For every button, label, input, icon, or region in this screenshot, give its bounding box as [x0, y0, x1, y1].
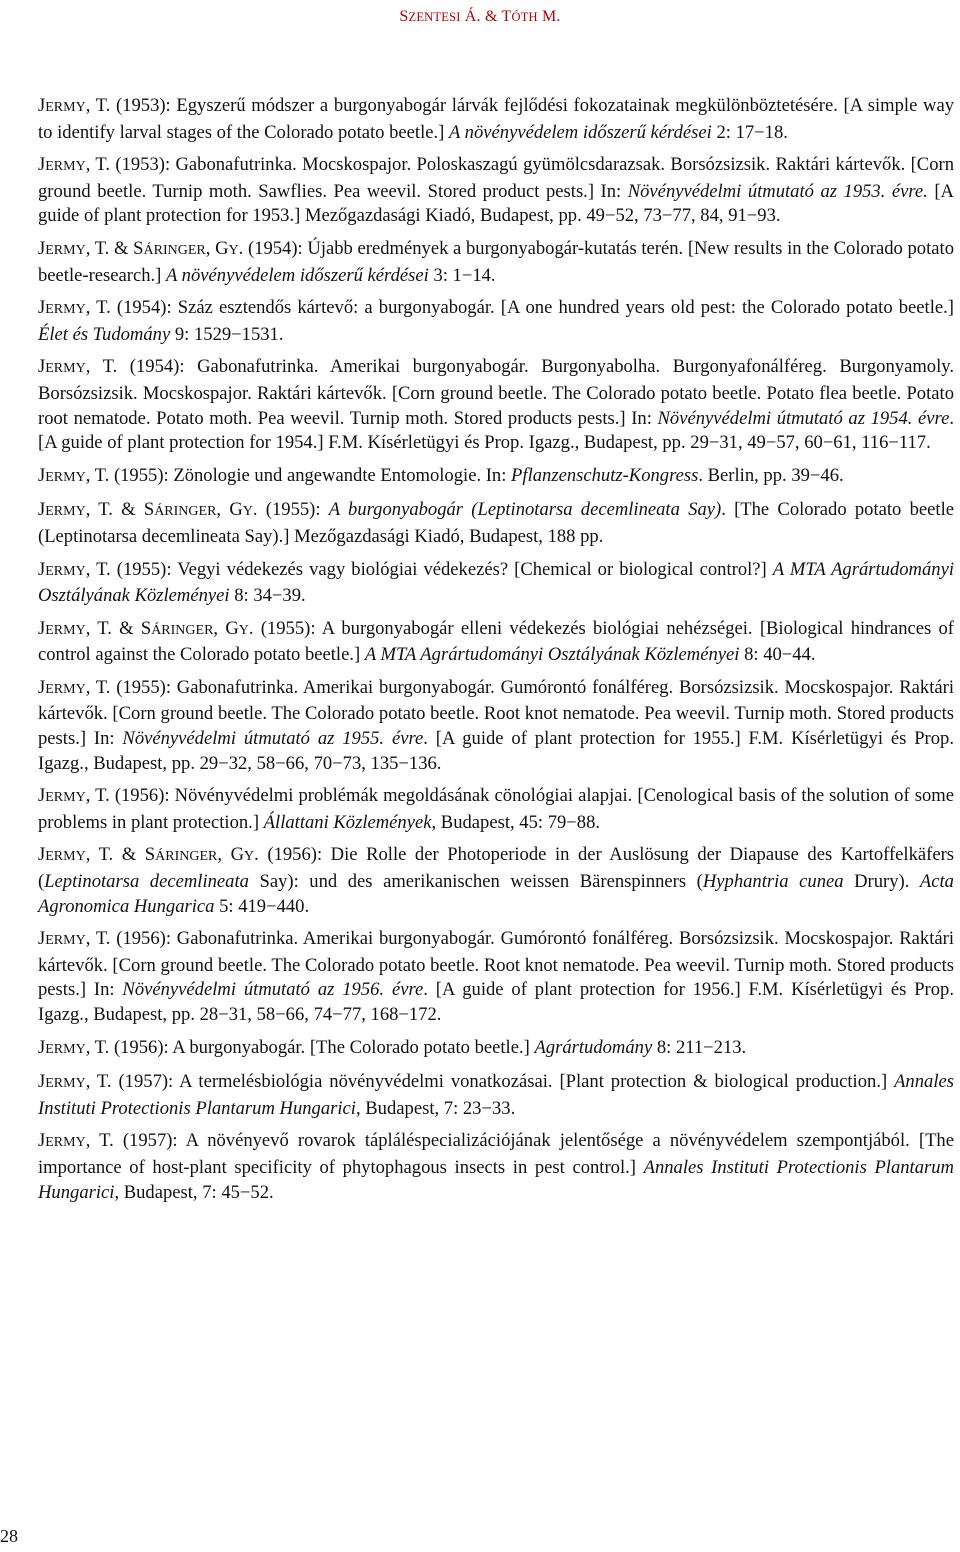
reference-author	[38, 1071, 112, 1092]
reference-text: (1957): A növényevő rovarok tápláléspecializációjának jelentősége a növényvédelem szempontjából. [The importance of host-plant specificity of phytophagous insects in pest control.]	[38, 1130, 954, 1178]
reference-text: (1955):	[257, 499, 329, 521]
page-number-text: 28	[0, 1526, 18, 1546]
small-caps-run: J	[38, 1036, 46, 1058]
reference-text: 9: 1529−1531.	[170, 323, 284, 345]
reference-author	[38, 844, 259, 865]
reference-entry	[38, 498, 954, 549]
small-caps-run: ERMY	[45, 1076, 86, 1092]
reference-text: (1956): A burgonyabogár. [The Colorado potato beetle.]	[109, 1036, 535, 1058]
small-caps-run: , T.	[85, 1071, 112, 1093]
small-caps-run: J	[38, 356, 46, 378]
small-caps-run: , T. & S	[85, 499, 155, 521]
reference-entry	[38, 355, 954, 455]
small-caps-run: ERMY	[45, 242, 86, 258]
small-caps-run: J	[38, 237, 46, 259]
reference-source-italic: Annales Instituti Protectionis Plantarum Hungarici	[38, 1156, 954, 1203]
small-caps-run: ERMY	[45, 622, 86, 638]
small-caps-run: ERMY	[45, 933, 86, 949]
reference-author	[38, 356, 117, 377]
small-caps-run: J	[38, 844, 46, 866]
small-caps-run: , T.	[85, 464, 110, 486]
reference-text: . [A guide of plant protection for 1956.] F.M. Kísérletügyi és Prop. Igazg., Budapest, pp. 28−31, 58−66, 74−77, 168−172.	[38, 979, 954, 1025]
reference-author	[38, 297, 111, 318]
small-caps-run: J	[38, 464, 46, 486]
reference-text: (1955): Zönologie und angewandte Entomologie. In:	[109, 464, 512, 486]
reference-entry	[38, 153, 954, 229]
small-caps-run: J	[38, 617, 46, 639]
reference-entry	[38, 927, 954, 1027]
small-caps-run: , G	[213, 617, 239, 639]
reference-author	[38, 238, 243, 259]
small-caps-run: , T.	[85, 558, 111, 580]
reference-text: , Budapest, 45: 79−88.	[431, 811, 601, 833]
reference-text: (1956): Gabonafutrinka. Amerikai burgonyabogár. Gumórontó fonálféreg. Borsózsizsik. Mocskospajor. Raktári kártevők. [Corn ground beetle. The Colorado potato beetle. Root knot nematode. Pea weevil. Turnip moth. Stored products pests.] In:	[38, 928, 954, 1001]
reference-text: 8: 40−44.	[739, 644, 816, 666]
reference-source-italic: A MTA Agrártudományi Osztályának Közleményei	[38, 558, 954, 607]
small-caps-run: J	[38, 1071, 46, 1093]
small-caps-run: , T.	[85, 1036, 110, 1058]
reference-source-italic: Növényvédelmi útmutató az 1954. évre	[657, 407, 950, 429]
reference-text: , Budapest, 7: 45−52.	[114, 1181, 274, 1203]
reference-text: (1955): A burgonyabogár elleni védekezés biológiai nehézségei. [Biological hindrances of control against the Colorado potato beetle.]	[38, 617, 954, 666]
small-caps-run: ÓTH	[511, 10, 538, 24]
small-caps-run: ERMY	[45, 849, 86, 865]
reference-text: (1954): Újabb eredmények a burgonyabogár-kutatás terén. [New results in the Colorado potato beetle-research.]	[38, 237, 954, 286]
small-caps-run: , G	[216, 499, 243, 521]
reference-text: . [A guide of plant protection for 1954.] F.M. Kísérletügyi és Prop. Igazg., Budapest, pp. 29−31, 49−57, 60−61, 116−117.	[38, 407, 955, 454]
reference-text: (1953): Gabonafutrinka. Mocskospajor. Poloskaszagú gyümölcsdarazsak. Borsózsizsik. Raktári kártevők. [Corn ground beetle. Turnip moth. Sawflies. Pea weevil. Stored product pests.] In:	[38, 154, 954, 202]
reference-author	[38, 559, 111, 580]
small-caps-run: ÁRINGER	[155, 849, 218, 865]
reference-source-italic: Állattani Közlemények	[263, 811, 432, 833]
small-caps-run: , G	[217, 844, 245, 866]
small-caps-run: J	[38, 558, 46, 580]
reference-author	[38, 499, 258, 520]
small-caps-run: J	[38, 1130, 46, 1152]
small-caps-run: Á. & T	[460, 8, 512, 25]
small-caps-run: J	[38, 499, 46, 521]
reference-text: , Budapest, 7: 23−33.	[355, 1097, 516, 1119]
reference-source-italic: Acta Agronomica Hungarica	[38, 871, 954, 917]
reference-entry	[38, 676, 954, 776]
reference-source-italic: Élet és Tudomány	[38, 323, 171, 345]
small-caps-run: ZENTESI	[408, 10, 461, 24]
reference-source-italic: Pflanzenschutz-Kongress	[511, 464, 699, 486]
small-caps-run: S	[399, 8, 409, 25]
small-caps-run: ÁRINGER	[151, 622, 214, 638]
reference-entry	[38, 94, 954, 145]
small-caps-run: J	[38, 676, 46, 698]
small-caps-run: , T. & S	[85, 617, 152, 639]
reference-text: (1955): Gabonafutrinka. Amerikai burgonyabogár. Gumórontó fonálféreg. Borsózsizsik. Mocskospajor. Raktári kártevők. [Corn ground beetle. The Colorado potato beetle. Root knot nematode. Pea weevil. Turnip moth. Stored products pests.] In:	[38, 676, 954, 750]
small-caps-run: , G	[205, 237, 229, 259]
reference-entry	[38, 617, 954, 668]
reference-author	[38, 154, 110, 175]
reference-text: (1954): Gabonafutrinka. Amerikai burgonyabogár. Burgonyabolha. Burgonyafonálféreg. Burgonyamoly. Borsózsizsik. Mocskospajor. Raktári kártevők. [Corn ground beetle. The Colorado potato beetle. Potato flea beetle. Potato root nematode. Potato moth. Pea weevil. Turnip moth. Stored products pests.] In:	[38, 356, 954, 429]
small-caps-run: J	[38, 154, 46, 176]
reference-text: 3: 1−14.	[428, 264, 496, 286]
reference-text: (1954): Száz esztendős kártevő: a burgonyabogár. [A one hundred years old pest: the Colorado potato beetle.]	[110, 297, 954, 319]
small-caps-run: , T.	[85, 676, 111, 698]
small-caps-run: Y	[242, 504, 253, 520]
reference-entry	[38, 843, 954, 919]
reference-text: . Berlin, pp. 39−46.	[698, 464, 844, 486]
small-caps-run: .	[238, 237, 244, 259]
reference-author	[38, 1037, 109, 1058]
reference-source-italic: Növényvédelmi útmutató az 1955. évre	[122, 728, 424, 750]
reference-text: 5: 419−440.	[214, 895, 310, 917]
reference-text: 8: 211−213.	[652, 1036, 747, 1058]
small-caps-run: J	[38, 95, 46, 116]
reference-text: Say): und des amerikanischen weissen Bärenspinners (	[248, 871, 703, 893]
reference-entry	[38, 1070, 954, 1121]
small-caps-run: , T.	[85, 95, 111, 116]
small-caps-run: ERMY	[45, 790, 86, 806]
reference-author	[38, 618, 254, 639]
reference-author	[38, 95, 110, 116]
reference-entry	[38, 558, 954, 609]
reference-source-italic: Növényvédelmi útmutató az 1956. évre	[122, 979, 424, 1001]
reference-source-italic: Hyphantria cunea	[702, 871, 844, 893]
small-caps-run: .	[254, 844, 259, 866]
small-caps-run: ÁRINGER	[154, 504, 217, 520]
small-caps-run: ÁRINGER	[143, 242, 206, 258]
reference-author	[38, 1130, 114, 1151]
small-caps-run: , T.	[85, 785, 110, 807]
small-caps-run: ERMY	[45, 504, 86, 520]
small-caps-run: .	[248, 617, 254, 639]
reference-text: (1955): Vegyi védekezés vagy biológiai védekezés? [Chemical or biological control?]	[110, 558, 773, 580]
reference-entry	[38, 784, 954, 835]
small-caps-run: , T.	[85, 928, 111, 950]
small-caps-run: , T. & S	[85, 844, 156, 866]
reference-text: . [The Colorado potato beetle (Leptinotarsa decemlineata Say).] Mezőgazdasági Kiadó, Budapest, 188 pp.	[38, 499, 954, 547]
small-caps-run: Y	[238, 622, 249, 638]
reference-source-italic: Annales Instituti Protectionis Plantarum Hungarici	[38, 1071, 954, 1119]
small-caps-run: ERMY	[45, 302, 86, 318]
reference-entry	[38, 296, 954, 347]
reference-source-italic: Leptinotarsa decemlineata	[44, 871, 249, 893]
small-caps-run: , T.	[85, 1130, 114, 1152]
reference-entry	[38, 1129, 954, 1205]
running-header-text	[399, 8, 560, 25]
reference-text: (1956): Növényvédelmi problémák megoldásának cönológiai alapjai. [Cenological basis of the solution of some problems in plant protection.]	[38, 785, 954, 833]
small-caps-run: J	[38, 785, 46, 807]
small-caps-run: ERMY	[45, 159, 86, 175]
reference-text: 2: 17−18.	[711, 121, 788, 143]
reference-author	[38, 677, 110, 698]
reference-source-italic: A burgonyabogár (Leptinotarsa decemlineata Say)	[328, 499, 722, 521]
small-caps-run: J	[38, 928, 46, 950]
small-caps-run: ERMY	[45, 1041, 86, 1057]
reference-text: Drury).	[843, 871, 920, 893]
small-caps-run: ERMY	[45, 100, 86, 115]
small-caps-run: ERMY	[45, 681, 86, 697]
reference-author	[38, 465, 109, 486]
small-caps-run: , T.	[85, 356, 118, 378]
reference-text: (1956): Die Rolle der Photoperiode in der Auslösung der Diapause des Kartoffelkäfers (	[38, 844, 955, 893]
reference-author	[38, 785, 110, 806]
small-caps-run: ERMY	[45, 469, 86, 485]
reference-source-italic: A növényvédelem időszerű kérdései	[166, 264, 429, 286]
reference-source-italic: A MTA Agrártudományi Osztályának Közleményei	[364, 644, 740, 666]
reference-entry	[38, 1036, 954, 1063]
reference-text: 8: 34−39.	[229, 585, 306, 607]
small-caps-run: Y	[228, 242, 239, 258]
page-number	[0, 1526, 18, 1547]
reference-source-italic: A növényvédelem időszerű kérdései	[449, 121, 712, 143]
small-caps-run: Y	[244, 849, 255, 865]
small-caps-run: , T.	[85, 297, 111, 319]
small-caps-run: J	[38, 297, 46, 319]
reference-source-italic: Növényvédelmi útmutató az 1953. évre.	[627, 180, 928, 202]
reference-source-italic: Agrártudomány	[534, 1036, 653, 1058]
reference-entry	[38, 237, 954, 288]
running-header	[0, 8, 960, 26]
small-caps-run: , T.	[85, 154, 111, 176]
small-caps-run: , T. & S	[85, 237, 144, 259]
small-caps-run: ERMY	[45, 563, 86, 579]
reference-text: (1953): Egyszerű módszer a burgonyabogár lárvák fejlődési fokozatainak megkülönböztetésére. [A simple way to identify larval stages of the Colorado potato beetle.]	[38, 95, 954, 143]
reference-text: [A guide of plant protection for 1953.] Mezőgazdasági Kiadó, Budapest, pp. 49−52, 73−77, 84, 91−93.	[38, 180, 954, 227]
reference-text: . [A guide of plant protection for 1955.] F.M. Kísérletügyi és Prop. Igazg., Budapest, pp. 29−32, 58−66, 70−73, 135−136.	[38, 728, 954, 774]
small-caps-run: ERMY	[45, 361, 86, 377]
small-caps-run: .	[252, 499, 258, 521]
reference-entry	[38, 464, 954, 491]
reference-author	[38, 928, 110, 949]
reference-text: (1957): A termelésbiológia növényvédelmi vonatkozásai. [Plant protection & biological production.]	[111, 1071, 895, 1093]
reference-list	[38, 94, 954, 1213]
small-caps-run: ERMY	[45, 1135, 86, 1151]
small-caps-run: M.	[537, 8, 561, 25]
